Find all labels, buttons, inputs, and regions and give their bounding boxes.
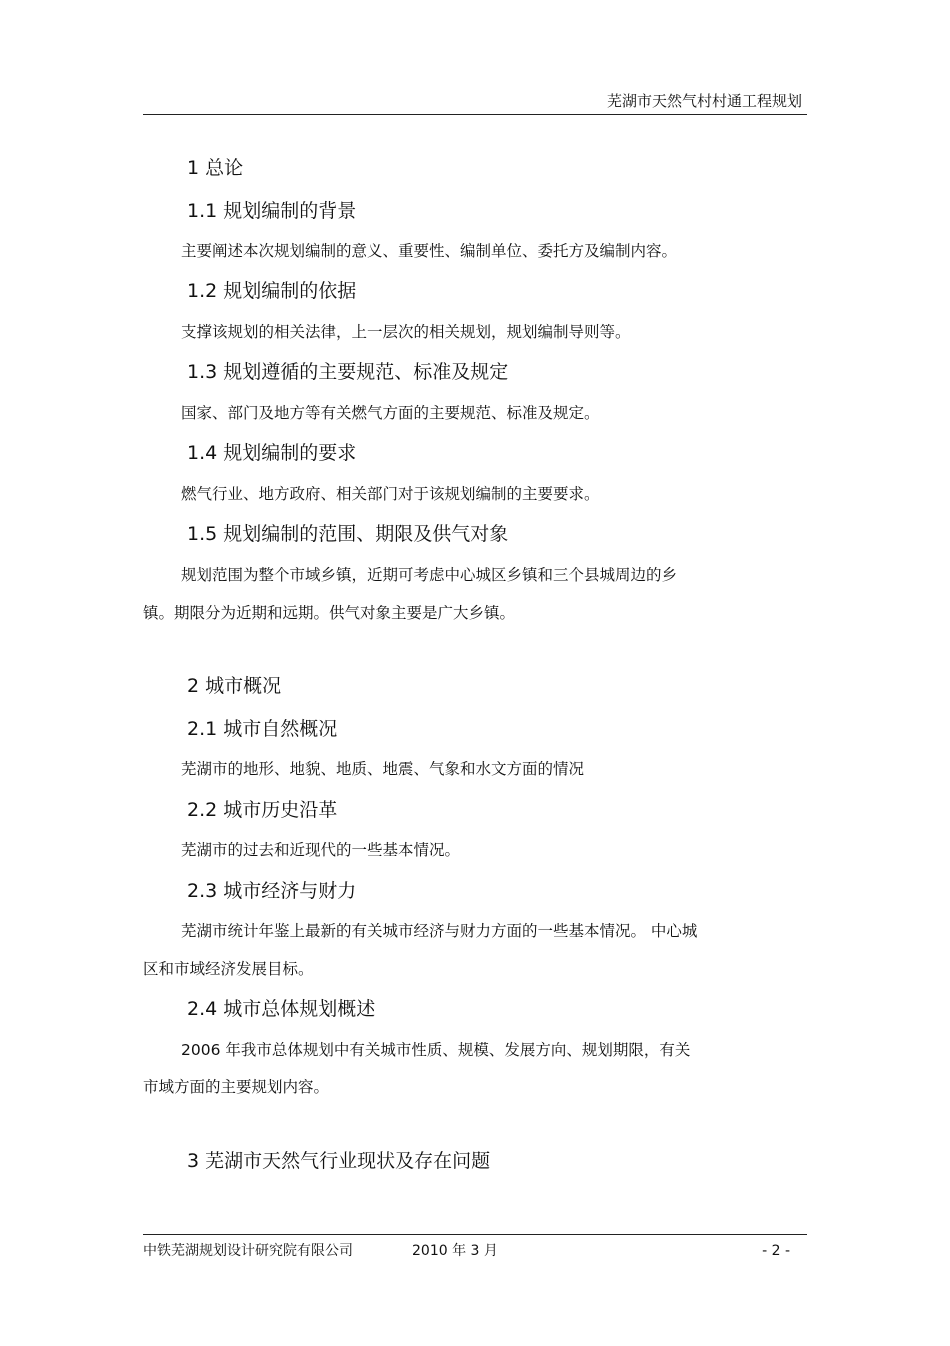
footer-rule xyxy=(143,1234,807,1235)
footer-date: 2010 年 3 月 xyxy=(412,1243,498,1259)
header-rule xyxy=(143,114,807,115)
footer-organization: 中铁芜湖规划设计研究院有限公司 xyxy=(143,1243,353,1259)
section-1-2-heading: 1.2 规划编制的依据 xyxy=(187,280,357,302)
section-2-3-heading: 2.3 城市经济与财力 xyxy=(187,880,357,902)
section-1-5-heading: 1.5 规划编制的范围、期限及供气对象 xyxy=(187,523,509,545)
section-1-5-text-line2: 镇。期限分为近期和远期。供气对象主要是广大乡镇。 xyxy=(143,604,516,622)
running-header-title: 芜湖市天然气村村通工程规划 xyxy=(606,92,802,110)
section-1-1-heading: 1.1 规划编制的背景 xyxy=(187,200,357,222)
section-2-4-text-line1: 2006 年我市总体规划中有关城市性质、规模、发展方向、规划期限，有关 xyxy=(181,1041,691,1059)
section-2-3-text-line2: 区和市域经济发展目标。 xyxy=(143,960,314,978)
section-2-3-text-line1: 芜湖市统计年鉴上最新的有关城市经济与财力方面的一些基本情况。 中心城 xyxy=(181,922,698,940)
section-1-heading: 1 总论 xyxy=(187,157,244,179)
section-1-4-heading: 1.4 规划编制的要求 xyxy=(187,442,357,464)
section-2-1-heading: 2.1 城市自然概况 xyxy=(187,718,338,740)
section-1-3-text: 国家、部门及地方等有关燃气方面的主要规范、标准及规定。 xyxy=(181,404,600,422)
section-3-heading: 3 芜湖市天然气行业现状及存在问题 xyxy=(187,1150,491,1172)
section-1-4-text: 燃气行业、地方政府、相关部门对于该规划编制的主要要求。 xyxy=(181,485,600,503)
section-2-4-text-line2: 市域方面的主要规划内容。 xyxy=(143,1078,330,1096)
section-1-3-heading: 1.3 规划遵循的主要规范、标准及规定 xyxy=(187,361,509,383)
footer-page-number: - 2 - xyxy=(762,1243,790,1259)
section-2-2-heading: 2.2 城市历史沿革 xyxy=(187,799,338,821)
section-2-2-text: 芜湖市的过去和近现代的一些基本情况。 xyxy=(181,841,461,859)
section-2-4-heading: 2.4 城市总体规划概述 xyxy=(187,998,376,1020)
section-2-1-text: 芜湖市的地形、地貌、地质、地震、气象和水文方面的情况 xyxy=(181,760,585,778)
section-1-5-text-line1: 规划范围为整个市域乡镇，近期可考虑中心城区乡镇和三个县城周边的乡 xyxy=(181,566,678,584)
section-1-2-text: 支撑该规划的相关法律，上一层次的相关规划，规划编制导则等。 xyxy=(181,323,631,341)
section-2-heading: 2 城市概况 xyxy=(187,675,282,697)
section-1-1-text: 主要阐述本次规划编制的意义、重要性、编制单位、委托方及编制内容。 xyxy=(181,242,678,260)
